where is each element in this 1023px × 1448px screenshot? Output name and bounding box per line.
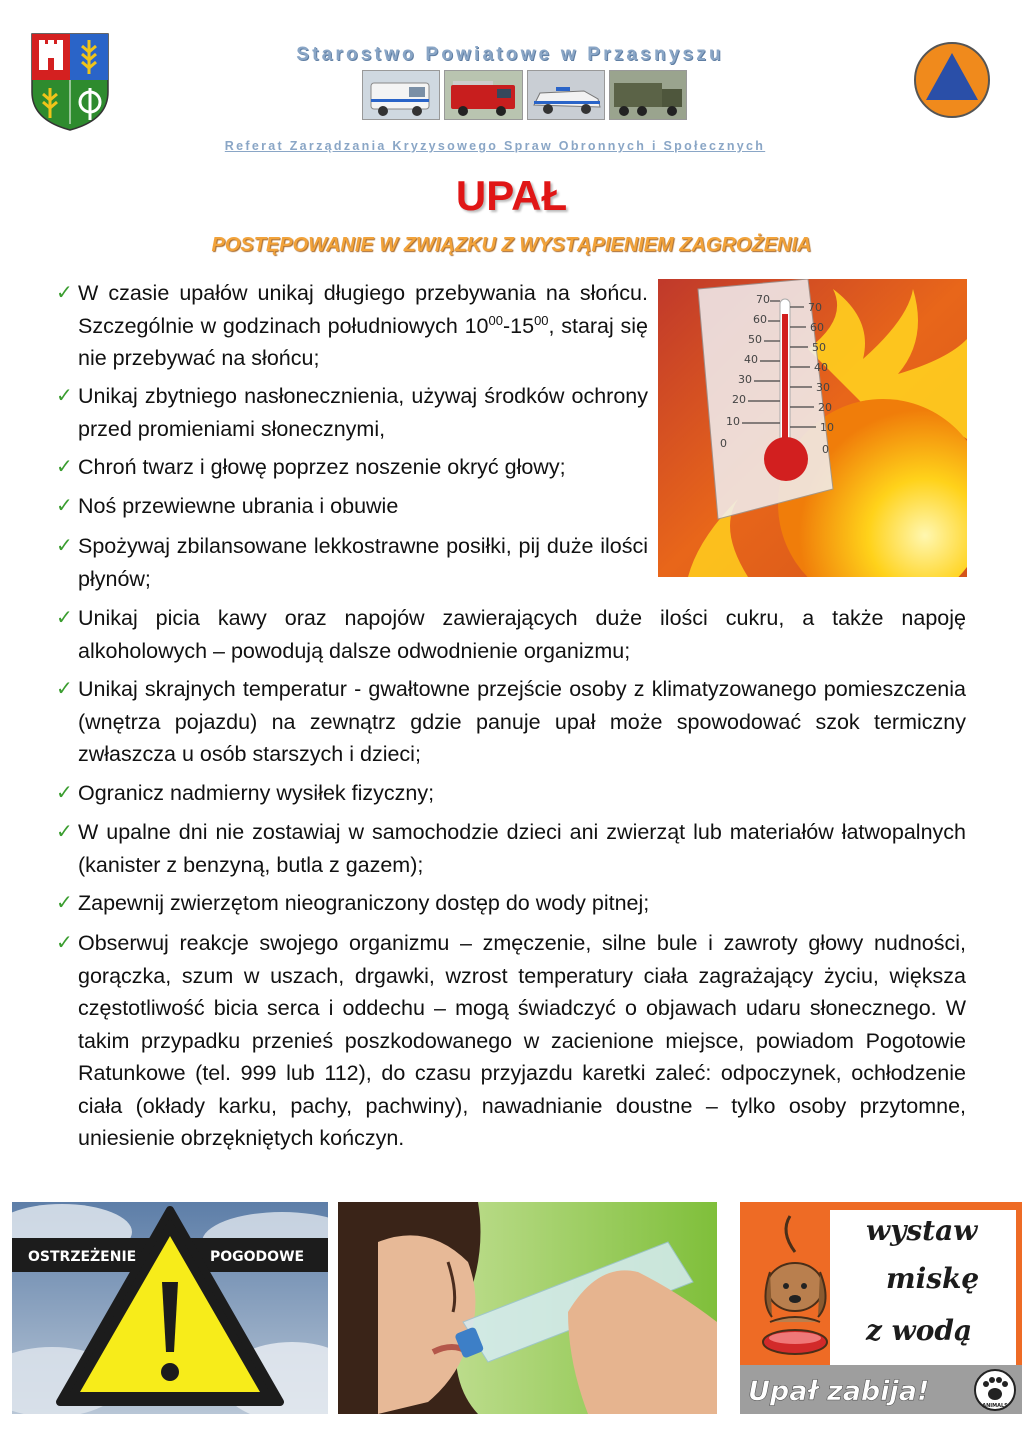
checkmark-icon: ✓ [56,495,73,517]
vehicle-photos [362,70,687,118]
dog-water-bowl-image [740,1202,1022,1414]
checkmark-icon: ✓ [56,892,73,914]
scale-right-40: 40 [814,361,828,374]
list-item-text: Obserwuj reakcje swojego organizmu – zmęczenie, silne bule i zawroty głowy nudności, gorączka, szum w uszach, drgawki, wzrost temperatury ciała zagrażający życiu, większa częstotliwość bicia serca i oddechu – mogą świadczyć o objawach udaru słonecznego. W takim przypadku przenieś poszkodowanego w zacienione miejsce, powiadom Pogotowie Ratunkowe (tel. 999 lub 112), do czasu przyjazdu karetki zaleć: odpoczynek, ochłodzenie ciała (okłady karku, pachy, pachwiny), nawadnianie doustne – tylko osoby przytomne, uniesienie obrzękniętych kończyn. [78,931,966,1150]
list-item-text: W upalne dni nie zostawiaj w samochodzie dzieci ani zwierząt lub materiałów łatwopalnych (kanister z benzyną, butla z gazem); [78,820,966,877]
list-item [56,277,648,375]
paw-logo-icon [975,1370,1015,1410]
heat-kills-slogan: Upał zabija! [748,1376,930,1407]
checkmark-icon: ✓ [56,456,73,478]
scale-left-10: 10 [726,415,740,428]
bowl-line2: miskę [886,1262,980,1295]
checkmark-icon: ✓ [56,932,73,954]
scale-left-40: 40 [744,353,758,366]
bowl-line1: wystaw [866,1214,978,1247]
county-coat-of-arms-icon [30,32,110,132]
bowl-line3: z wodą [866,1314,973,1347]
warning-right-label: POGODOWE [210,1249,305,1265]
page-subtitle: POSTĘPOWANIE W ZWIĄZKU Z WYSTĄPIENIEM ZAGROŻENIA [211,234,812,256]
checkmark-icon: ✓ [56,535,73,557]
list-item-text: W czasie upałów unikaj długiego przebywania na słońcu. Szczególnie w godzinach południowych $10^{00}-15^{00}$, staraj się nie przebywać na słońcu; [78,281,648,370]
scale-left-50: 50 [748,333,762,346]
woman-drinking-water-photo [338,1202,717,1414]
page-title: UPAŁ [455,172,568,219]
list-item [56,777,966,810]
checkmark-icon: ✓ [56,385,73,407]
scale-left-70: 70 [756,293,770,306]
paw-logo-label: ANIMALS [982,1403,1008,1409]
scale-left-60: 60 [753,313,767,326]
warning-left-label: OSTRZEŻENIE [28,1249,137,1265]
list-item-text: Zapewnij zwierzętom nieograniczony dostęp do wody pitnej; [78,891,650,915]
list-item [56,530,648,595]
list-item [56,602,966,667]
list-item-text: Noś przewiewne ubrania i obuwie [78,494,399,518]
checkmark-icon: ✓ [56,282,73,304]
checkmark-icon: ✓ [56,678,73,700]
list-item-text: Unikaj zbytniego nasłonecznienia, używaj środków ochrony przed promieniami słonecznymi, [78,384,648,441]
fire-truck-photo [444,70,522,120]
scale-right-10: 10 [820,421,834,434]
list-item-text: Spożywaj zbilansowane lekkostrawne posiłki, pij duże ilości płynów; [78,534,648,591]
list-item [56,380,648,445]
list-item [56,927,966,1155]
weather-warning-image [12,1202,328,1414]
checkmark-icon: ✓ [56,782,73,804]
checkmark-icon: ✓ [56,821,73,843]
civil-defense-triangle-icon [912,40,992,120]
scale-left-0: 0 [720,437,727,450]
police-car-photo [527,70,605,120]
list-item-text: Unikaj picia kawy oraz napojów zawierających duże ilości cukru, a także napoję alkoholowych – powodują dalsze odwodnienie organizmu; [78,606,966,663]
list-item-text: Chroń twarz i głowę poprzez noszenie okryć głowy; [78,455,566,479]
checkmark-icon: ✓ [56,607,73,629]
list-item [56,673,966,771]
scale-right-60: 60 [810,321,824,334]
list-item [56,887,966,920]
scale-right-70: 70 [808,301,822,314]
list-item [56,451,648,484]
scale-right-20: 20 [818,401,832,414]
scale-left-30: 30 [738,373,752,386]
ambulance-photo [362,70,440,120]
scale-right-0: 0 [822,443,829,456]
list-item-text: Ogranicz nadmierny wysiłek fizyczny; [78,781,435,805]
scale-right-50: 50 [812,341,826,354]
scale-right-30: 30 [816,381,830,394]
list-item [56,490,648,523]
list-item [56,816,966,881]
org-title: Starostwo Powiatowe w Przasnyszu [296,44,724,65]
scale-left-20: 20 [732,393,746,406]
army-truck-photo [609,70,687,120]
department-title: Referat Zarządzania Kryzysowego Spraw Obronnych i Społecznych [224,139,766,153]
list-item-text: Unikaj skrajnych temperatur - gwałtowne przejście osoby z klimatyzowanego pomieszczenia (wnętrza pojazdu) na zewnątrz gdzie panuje upał może spowodować szok termiczny zwłaszcza u osób starszych i dzieci; [78,677,966,766]
thermometer-sun-image [658,279,967,577]
